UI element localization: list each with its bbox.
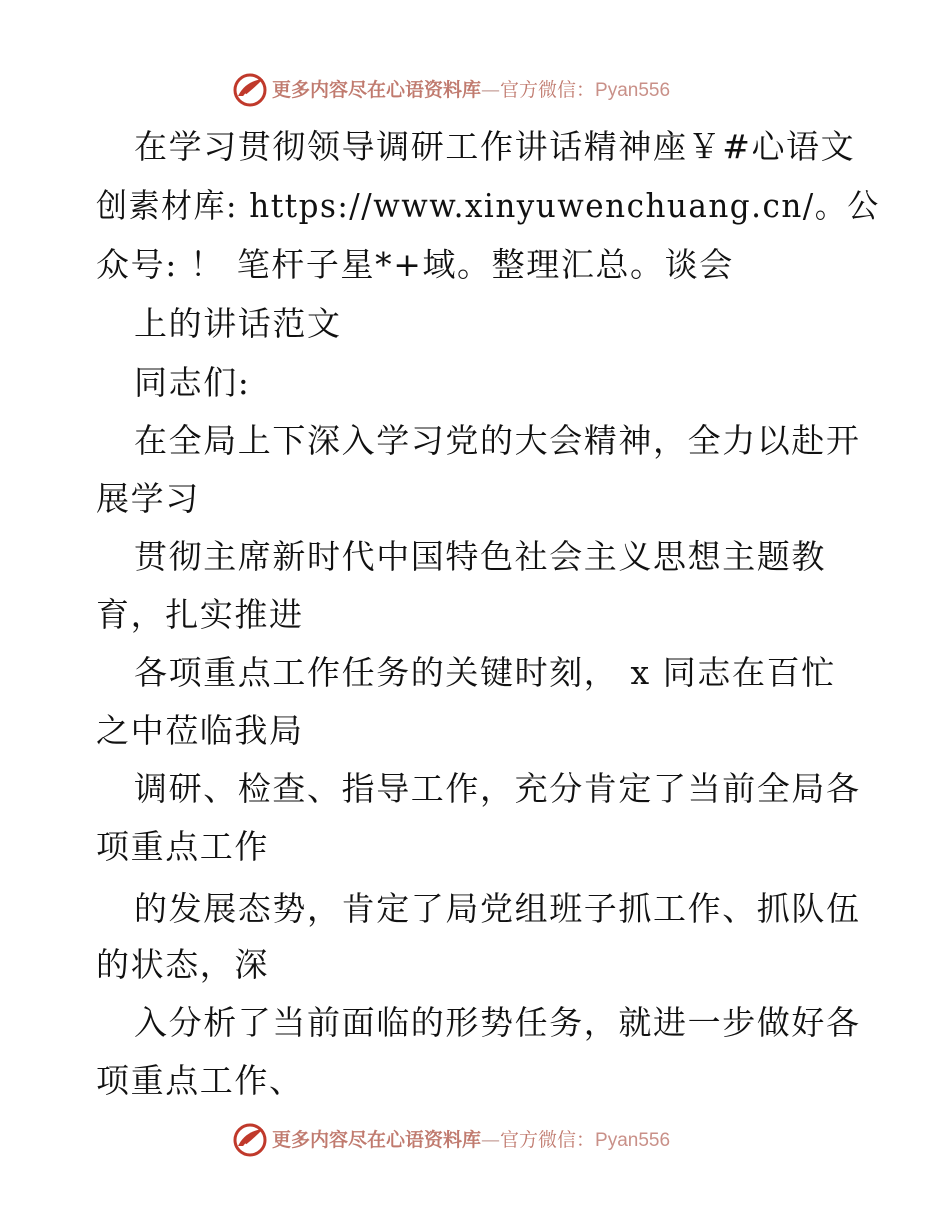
body-line: 的发展态势，肯定了局党组班子抓工作、抓队伍 (134, 889, 861, 928)
body-line: 上的讲话范文 (134, 304, 342, 343)
body-line: 在学习贯彻领导调研工作讲话精神座￥#心语文 (134, 127, 856, 166)
banner-wechat-id: Pyan556 (595, 80, 671, 101)
body-line: 在全局上下深入学习党的大会精神，全力以赴开 (134, 421, 861, 460)
pen-logo-icon (232, 1122, 268, 1158)
banner-text (272, 1128, 670, 1153)
banner-wechat-label: 官方微信： (500, 1129, 596, 1151)
body-line: 之中莅临我局 (96, 711, 304, 750)
pen-logo-icon (232, 72, 268, 108)
banner-separator: — (481, 79, 501, 101)
body-line: 各项重点工作任务的关键时刻， x 同志在百忙 (134, 653, 836, 692)
footer-banner (0, 1120, 950, 1160)
body-line: 调研、检查、指导工作，充分肯定了当前全局各 (134, 769, 861, 808)
body-line: 贯彻主席新时代中国特色社会主义思想主题教 (134, 537, 826, 576)
body-line: 项重点工作、 (96, 1061, 304, 1100)
body-line: 创素材库: https://www.xinyuwenchuang.cn/。公 (96, 186, 880, 225)
body-line: 项重点工作 (96, 827, 269, 866)
banner-main-text: 更多内容尽在心语资料库 (272, 1129, 482, 1151)
banner-wechat-label: 官方微信： (500, 79, 596, 101)
body-line: 同志们: (134, 363, 251, 402)
body-line: 众号: ！ 笔杆子星*+域。整理汇总。谈会 (96, 245, 734, 284)
banner-wechat-id: Pyan556 (595, 1130, 671, 1151)
banner-main-text: 更多内容尽在心语资料库 (272, 79, 482, 101)
header-banner (0, 70, 950, 110)
body-line: 的状态，深 (96, 945, 269, 984)
body-line: 展学习 (96, 479, 200, 518)
banner-text (272, 78, 670, 103)
body-line: 入分析了当前面临的形势任务，就进一步做好各 (134, 1003, 861, 1042)
banner-separator: — (481, 1129, 501, 1151)
body-line: 育，扎实推进 (96, 595, 304, 634)
